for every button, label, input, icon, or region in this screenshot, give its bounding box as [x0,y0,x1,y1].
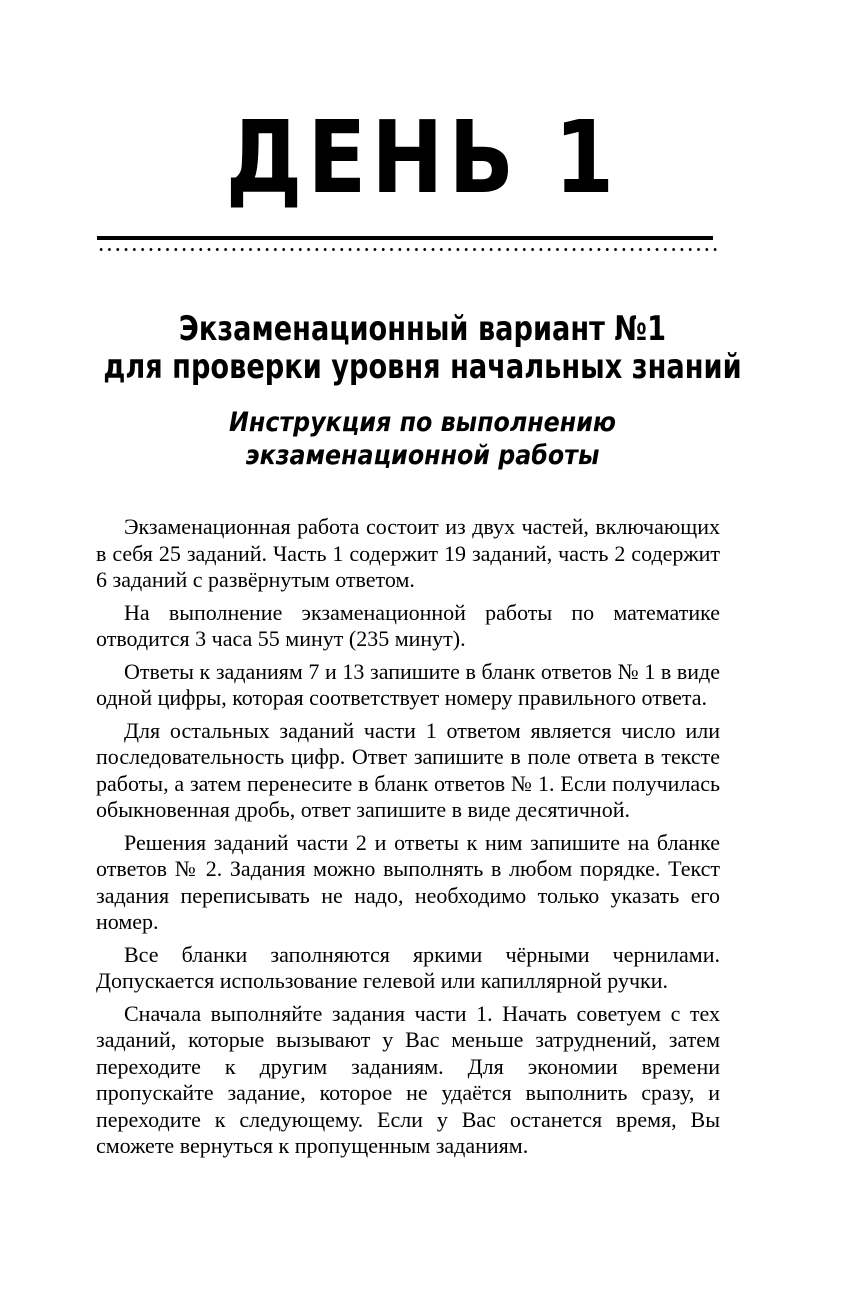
variant-heading-line2: для проверки уровня начальных знаний [103,347,742,387]
paragraph: Все бланки заполняются яркими чёрными чернилами. Допускается использование гелевой или капиллярной ручки. [96,941,720,993]
instruction-heading-line1: Инструкция по выполнению [229,407,616,438]
paragraph: Экзаменационная работа состоит из двух частей, включающих в себя 25 заданий. Часть 1 содержит 19 заданий, часть 2 содержит 6 заданий с развёрнутым ответом. [96,514,720,592]
variant-heading [0,310,845,386]
instruction-heading [0,406,845,472]
instruction-heading-line2: экзаменационной работы [245,440,600,471]
chapter-title: ДЕНЬ 1 [225,99,620,216]
divider-solid [97,236,713,240]
variant-heading-line1: Экзаменационный вариант №1 [178,309,667,349]
divider-dotted [97,248,721,251]
paragraph: Для остальных заданий части 1 ответом является число или последовательность цифр. Ответ запишите в поле ответа в тексте работы, а затем перенесите в бланк ответов № 1. Если получилась обыкновенная дробь, ответ запишите в виде десятичной. [96,717,720,822]
paragraph: На выполнение экзаменационной работы по математике отводится 3 часа 55 минут (235 минут). [96,599,720,651]
paragraph: Решения заданий части 2 и ответы к ним запишите на бланке ответов № 2. Задания можно выполнять в любом порядке. Текст задания переписывать не надо, необходимо только указать его номер. [96,829,720,934]
paragraph: Сначала выполняйте задания части 1. Начать советуем с тех заданий, которые вызывают у Вас меньше затруднений, затем переходите к другим заданиям. Для экономии времени пропускайте задание, которое не удаётся выполнить сразу, и переходите к следующему. Если у Вас останется время, Вы сможете вернуться к пропущенным заданиям. [96,1000,720,1158]
paragraph: Ответы к заданиям 7 и 13 запишите в бланк ответов № 1 в виде одной цифры, которая соответствует номеру правильного ответа. [96,658,720,710]
instruction-body [96,514,720,1166]
